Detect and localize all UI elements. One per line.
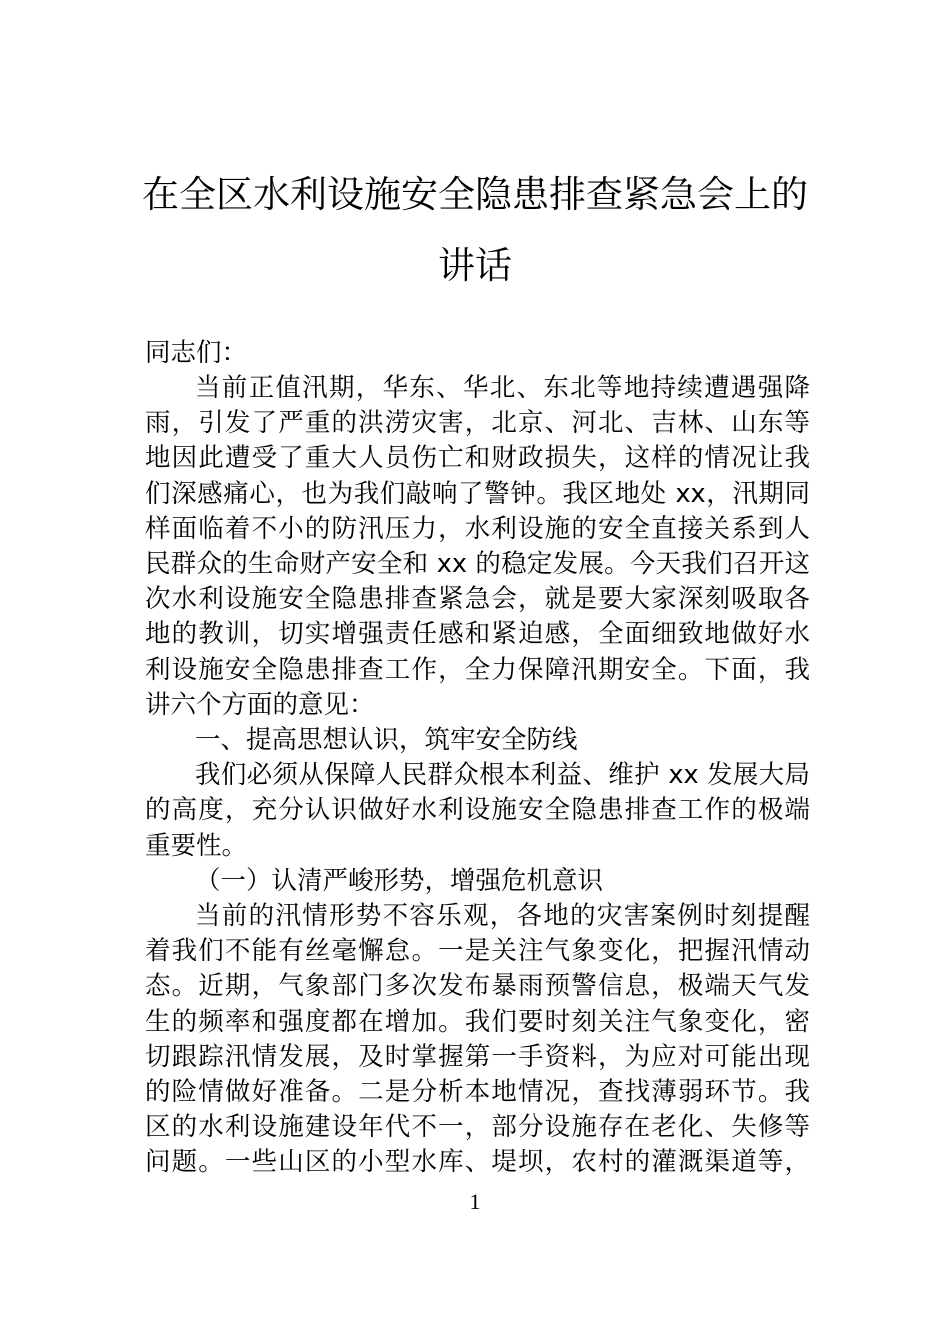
body-text-line: 的高度，充分认识做好水利设施安全隐患排查工作的极端 <box>145 795 810 826</box>
body-text-line: 利设施安全隐患排查工作，全力保障汛期安全。下面，我 <box>145 654 810 685</box>
body-text-line: 着我们不能有丝毫懈怠。一是关注气象变化，把握汛情动 <box>145 936 810 967</box>
body-text-line: 样面临着不小的防汛压力，水利设施的安全直接关系到人 <box>145 513 810 544</box>
body-text-line: 区的水利设施建设年代不一，部分设施存在老化、失修等 <box>145 1112 810 1143</box>
body-text-line: 次水利设施安全隐患排查紧急会，就是要大家深刻吸取各 <box>145 584 810 615</box>
document-title-line-2: 讲话 <box>438 244 512 287</box>
body-text-line: 生的频率和强度都在增加。我们要时刻关注气象变化，密 <box>145 1006 810 1037</box>
body-text-line: 我们必须从保障人民群众根本利益、维护 xx 发展大局 <box>195 760 810 791</box>
body-text-line: 雨，引发了严重的洪涝灾害，北京、河北、吉林、山东等 <box>145 408 810 439</box>
page-number: 1 <box>469 1189 481 1214</box>
body-text-line: 们深感痛心，也为我们敲响了警钟。我区地处 xx，汛期同 <box>145 478 810 509</box>
body-text-line: 讲六个方面的意见： <box>145 689 375 720</box>
body-text-line: 一、提高思想认识，筑牢安全防线 <box>195 725 578 755</box>
body-text-line: 当前正值汛期，华东、华北、东北等地持续遭遇强降 <box>195 373 810 403</box>
body-text-line: 地的教训，切实增强责任感和紧迫感，全面细致地做好水 <box>145 619 810 650</box>
salutation: 同志们： <box>145 338 248 368</box>
body-text-line: 地因此遭受了重大人员伤亡和财政损失，这样的情况让我 <box>145 443 810 474</box>
body-text-line: 问题。一些山区的小型水库、堤坝，农村的灌溉渠道等， <box>145 1147 810 1178</box>
body-text-line: 民群众的生命财产安全和 xx 的稳定发展。今天我们召开这 <box>145 549 810 579</box>
body-text-line: 当前的汛情形势不容乐观，各地的灾害案例时刻提醒 <box>195 901 810 931</box>
body-text-line: 切跟踪汛情发展，及时掌握第一手资料，为应对可能出现 <box>145 1041 810 1072</box>
body-text-line: 的险情做好准备。二是分析本地情况，查找薄弱环节。我 <box>145 1077 810 1107</box>
body-text-line: 态。近期，气象部门多次发布暴雨预警信息，极端天气发 <box>145 971 810 1002</box>
body-text-line: （一）认清严峻形势，增强危机意识 <box>195 865 604 896</box>
body-text-line: 重要性。 <box>145 830 248 861</box>
document-title-line-1: 在全区水利设施安全隐患排查紧急会上的 <box>142 173 808 216</box>
